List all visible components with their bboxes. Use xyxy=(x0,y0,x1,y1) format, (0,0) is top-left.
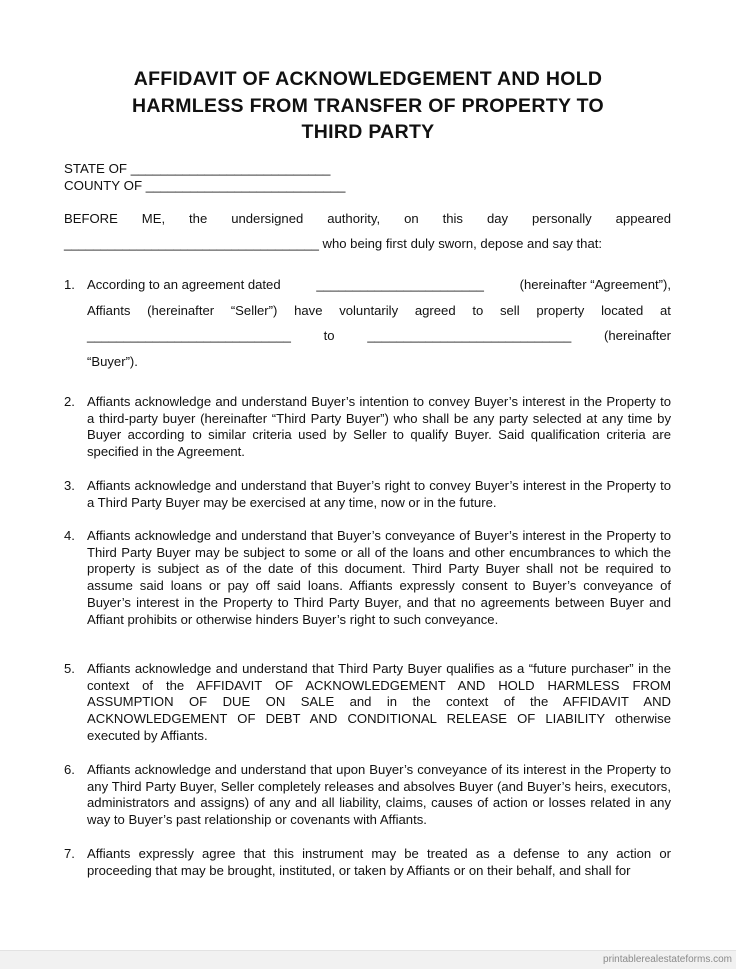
list-item-number: 6. xyxy=(64,762,75,777)
list-item-7 xyxy=(64,846,671,879)
list-item-6 xyxy=(64,762,671,829)
list-item-3 xyxy=(64,478,671,511)
list-item-2 xyxy=(64,394,671,461)
document-title xyxy=(60,66,676,146)
list-item-5 xyxy=(64,661,671,745)
title-line-3: THIRD PARTY xyxy=(301,121,435,143)
list-item-text: Affiants acknowledge and understand that Third Party Buyer qualifies as a “future purchaser” in the context of the AFFIDAVIT OF ACKNOWLEDGEMENT AND HOLD HARMLESS FROM ASSUMPTION OF DUE ON SALE and in the context of the AFFIDAVIT AND ACKNOWLEDGEMENT OF DEBT AND CONDITIONAL RELEASE OF LIABILITY otherwise executed by Affiants. xyxy=(87,661,671,743)
county-line: COUNTY OF ___________________________ xyxy=(64,178,346,193)
before-me-line-1: BEFORE ME, the undersigned authority, on this day personally appeared xyxy=(64,211,671,226)
list-item-text: Affiants expressly agree that this instrument may be treated as a defense to any action or proceeding that may be brought, instituted, or taken by Affiants or on their behalf, and shall for xyxy=(87,846,671,878)
list-item-number: 7. xyxy=(64,846,75,861)
list-item-number: 5. xyxy=(64,661,75,676)
footer-bar xyxy=(0,950,736,969)
list-item-1 xyxy=(64,272,671,374)
list-item-number: 2. xyxy=(64,394,75,409)
list-item-number: 4. xyxy=(64,528,75,543)
watermark-text: printablerealestateforms.com xyxy=(603,954,732,965)
list-item-4 xyxy=(64,528,671,628)
list-item-text: Affiants acknowledge and understand that Buyer’s right to convey Buyer’s interest in the Property to a Third Party Buyer may be exercised at any time, now or in the future. xyxy=(87,478,671,510)
list-item-text: Affiants acknowledge and understand that upon Buyer’s conveyance of its interest in the Property to any Third Party Buyer, Seller completely releases and absolves Buyer (and Buyer’s heirs, executors, administrators and assigns) of any and all liability, claims, causes of action or losses related in any way to Buyer’s past relationship or covenants with Affiants. xyxy=(87,762,671,828)
list-item-text: According to an agreement dated _______________________ (hereinafter “Agreement”), Affiants (hereinafter “Seller”) have voluntarily agreed to sell property located at ____________________________ to ____________________________ (hereinafter “Buyer”). xyxy=(87,277,671,369)
list-item-number: 1. xyxy=(64,277,75,292)
title-line-1: AFFIDAVIT OF ACKNOWLEDGEMENT AND HOLD xyxy=(133,68,603,90)
before-me-paragraph xyxy=(64,210,671,253)
title-line-2: HARMLESS FROM TRANSFER OF PROPERTY TO xyxy=(132,94,604,117)
state-line: STATE OF ___________________________ xyxy=(64,161,331,176)
list-item-text: Affiants acknowledge and understand Buyer’s intention to convey Buyer’s interest in the Property to a third-party buyer (hereinafter “Third Party Buyer”) who shall be any party selected at any time by Buyer according to similar criteria used by Seller to qualify Buyer. Said qualification criteria are specified in the Agreement. xyxy=(87,394,671,460)
before-me-line-2: ___________________________________ who being first duly sworn, depose and say that: xyxy=(64,236,603,251)
list-item-number: 3. xyxy=(64,478,75,493)
list-item-text: Affiants acknowledge and understand that Buyer’s conveyance of Buyer’s interest in the Property to Third Party Buyer may be subject to some or all of the loans and other encumbrances to which the property is subject as of the date of this document. Third Party Buyer shall not be required to assume said loans or pay off said loans. Affiants expressly consent to Buyer’s conveyance of Buyer’s interest in the Property to Third Party Buyer, and that no agreements between Buyer and Affiant prohibits or otherwise hinders Buyer’s right to such conveyance. xyxy=(87,528,671,627)
jurisdiction-block xyxy=(64,160,345,194)
